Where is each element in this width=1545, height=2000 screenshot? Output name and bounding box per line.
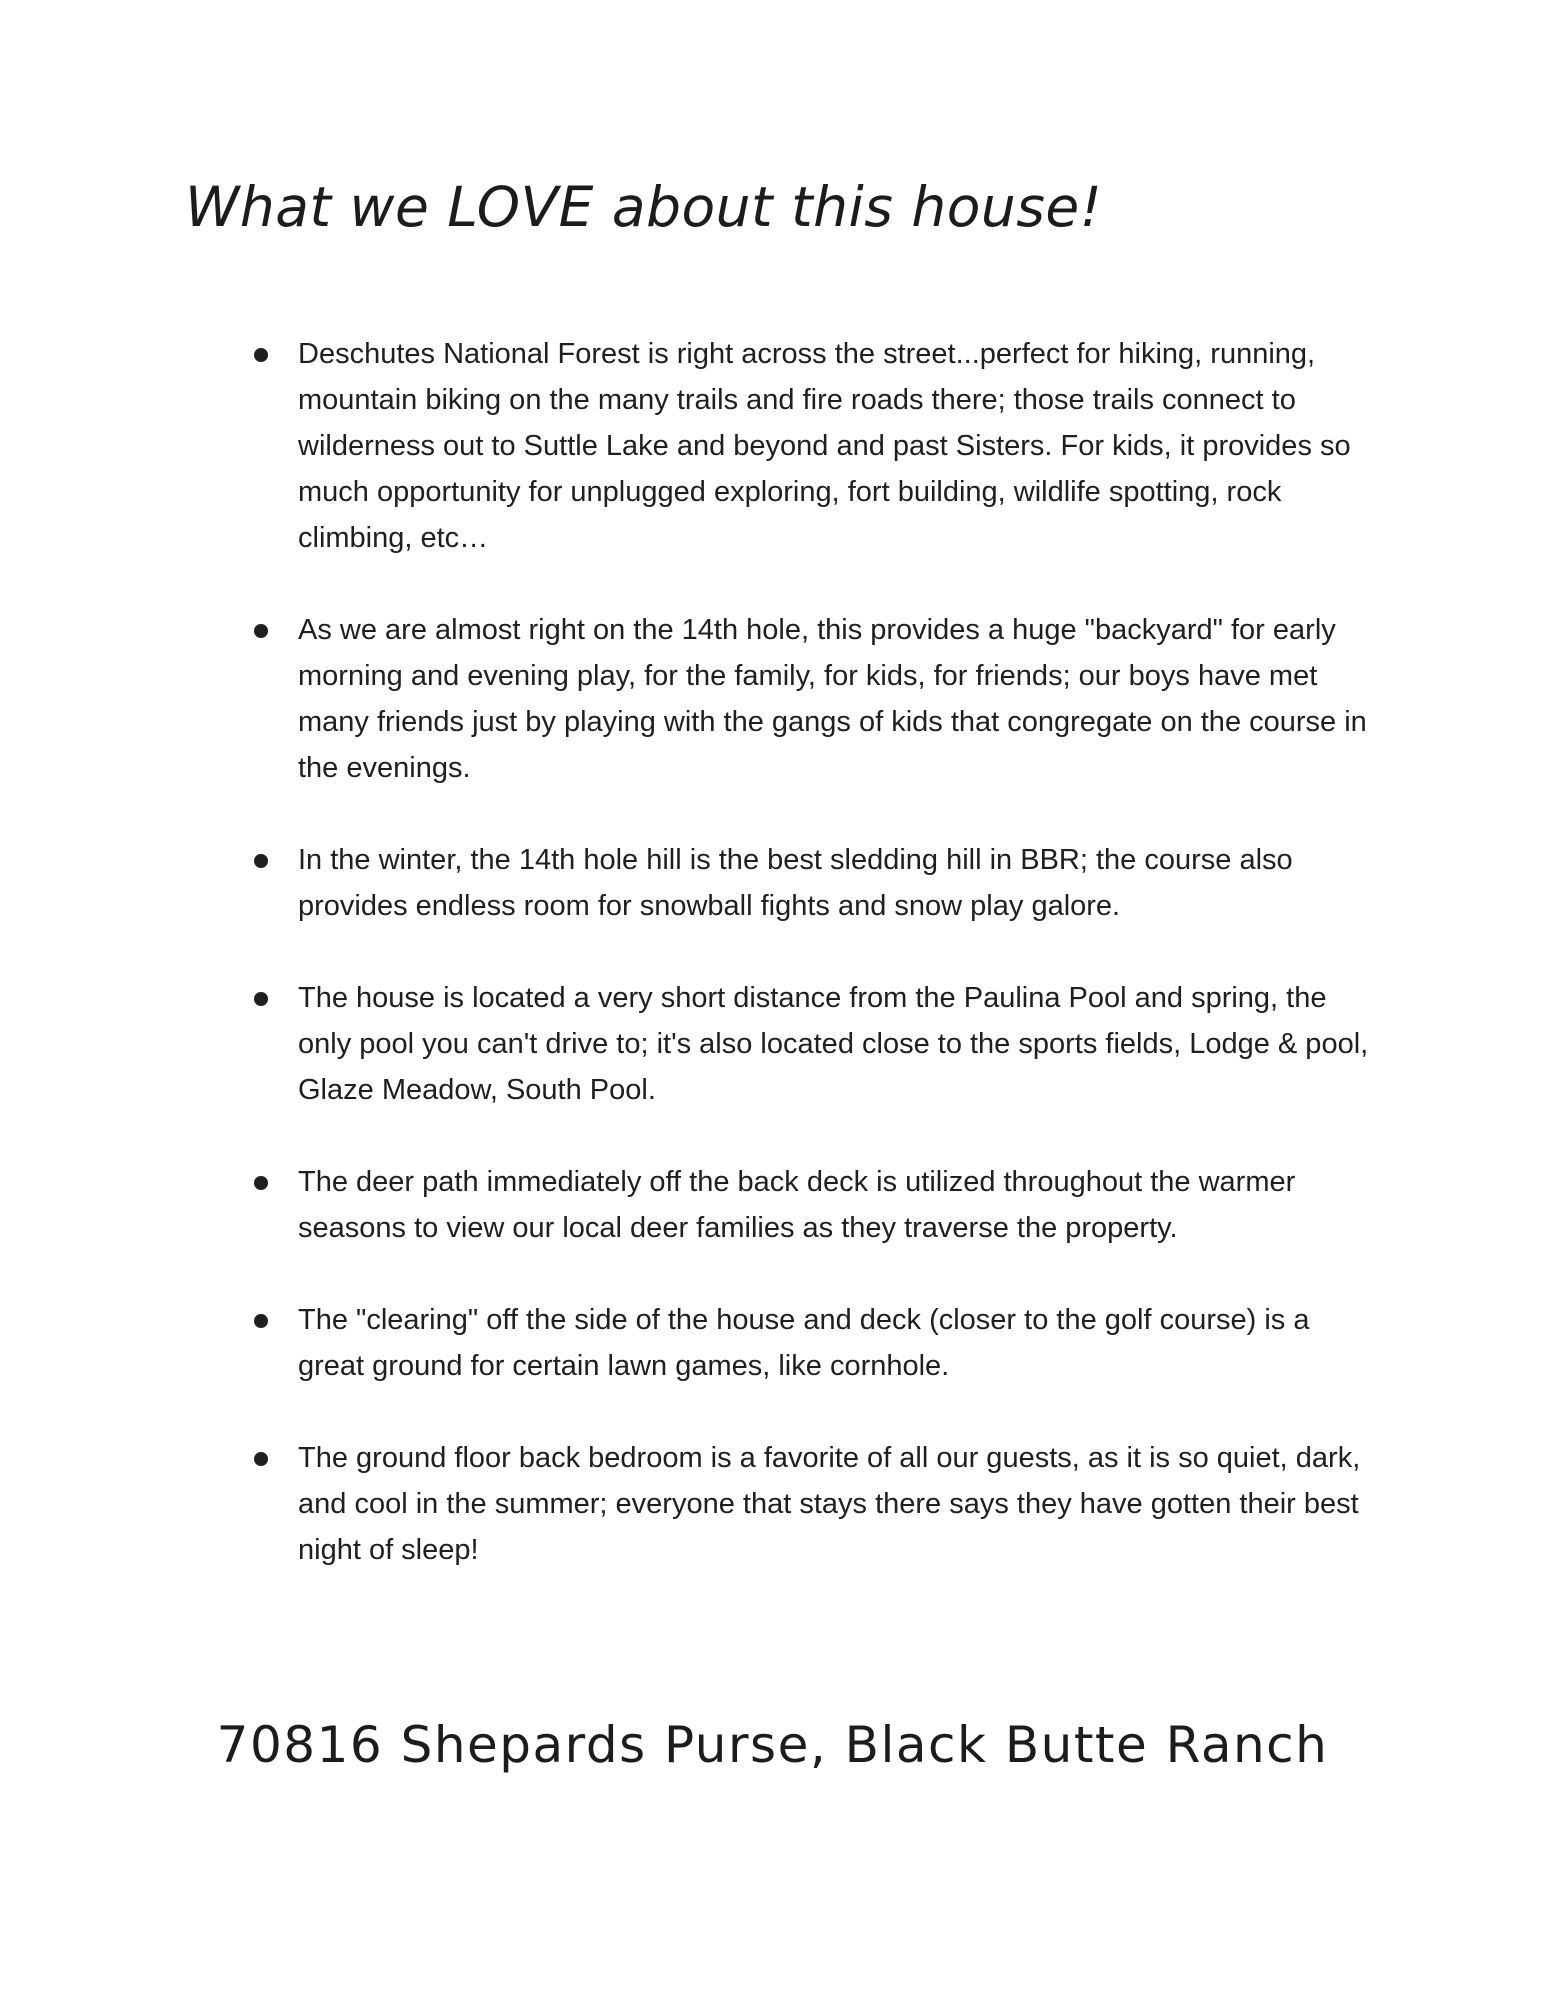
- bullet-icon: [254, 992, 268, 1006]
- list-item: [0, 1159, 1378, 1251]
- list-item-text: The ground floor back bedroom is a favorite of all our guests, as it is so quiet, dark, and cool in the summer; everyone that stays there says they have gotten their best night of sleep!: [298, 1442, 1361, 1566]
- list-item: [0, 1297, 1378, 1389]
- bullet-icon: [254, 854, 268, 868]
- list-item: [0, 607, 1378, 791]
- bullet-icon: [254, 1176, 268, 1190]
- page-title: What we LOVE about this house!: [185, 175, 1103, 239]
- list-item-text: Deschutes National Forest is right across the street...perfect for hiking, running, mountain biking on the many trails and fire roads there; those trails connect to wilderness out to Suttle Lake and beyond and past Sisters. For kids, it provides so much opportunity for unplugged exploring, fort building, wildlife spotting, rock climbing, etc…: [298, 338, 1351, 554]
- list-item-text: The deer path immediately off the back deck is utilized throughout the warmer seasons to view our local deer families as they traverse the property.: [298, 1166, 1296, 1244]
- bullet-icon: [254, 348, 268, 362]
- list-item-text: As we are almost right on the 14th hole, this provides a huge "backyard" for early morning and evening play, for the family, for kids, for friends; our boys have met many friends just by playing with the gangs of kids that congregate on the course in the evenings.: [298, 614, 1367, 784]
- list-item-text: In the winter, the 14th hole hill is the best sledding hill in BBR; the course also provides endless room for snowball fights and snow play galore.: [298, 844, 1293, 922]
- bullet-icon: [254, 1452, 268, 1466]
- list-item-text: The "clearing" off the side of the house and deck (closer to the golf course) is a great ground for certain lawn games, like cornhole.: [298, 1304, 1310, 1382]
- list-item-text: The house is located a very short distance from the Paulina Pool and spring, the only pool you can't drive to; it's also located close to the sports fields, Lodge & pool, Glaze Meadow, South Pool.: [298, 982, 1369, 1106]
- property-address: 70816 Shepards Purse, Black Butte Ranch: [216, 1716, 1329, 1774]
- list-item: [0, 837, 1378, 929]
- bullet-icon: [254, 624, 268, 638]
- list-item: [0, 331, 1378, 561]
- list-item: [0, 1435, 1378, 1573]
- list-item: [0, 975, 1378, 1113]
- bullet-icon: [254, 1314, 268, 1328]
- feature-list: [0, 331, 1545, 1619]
